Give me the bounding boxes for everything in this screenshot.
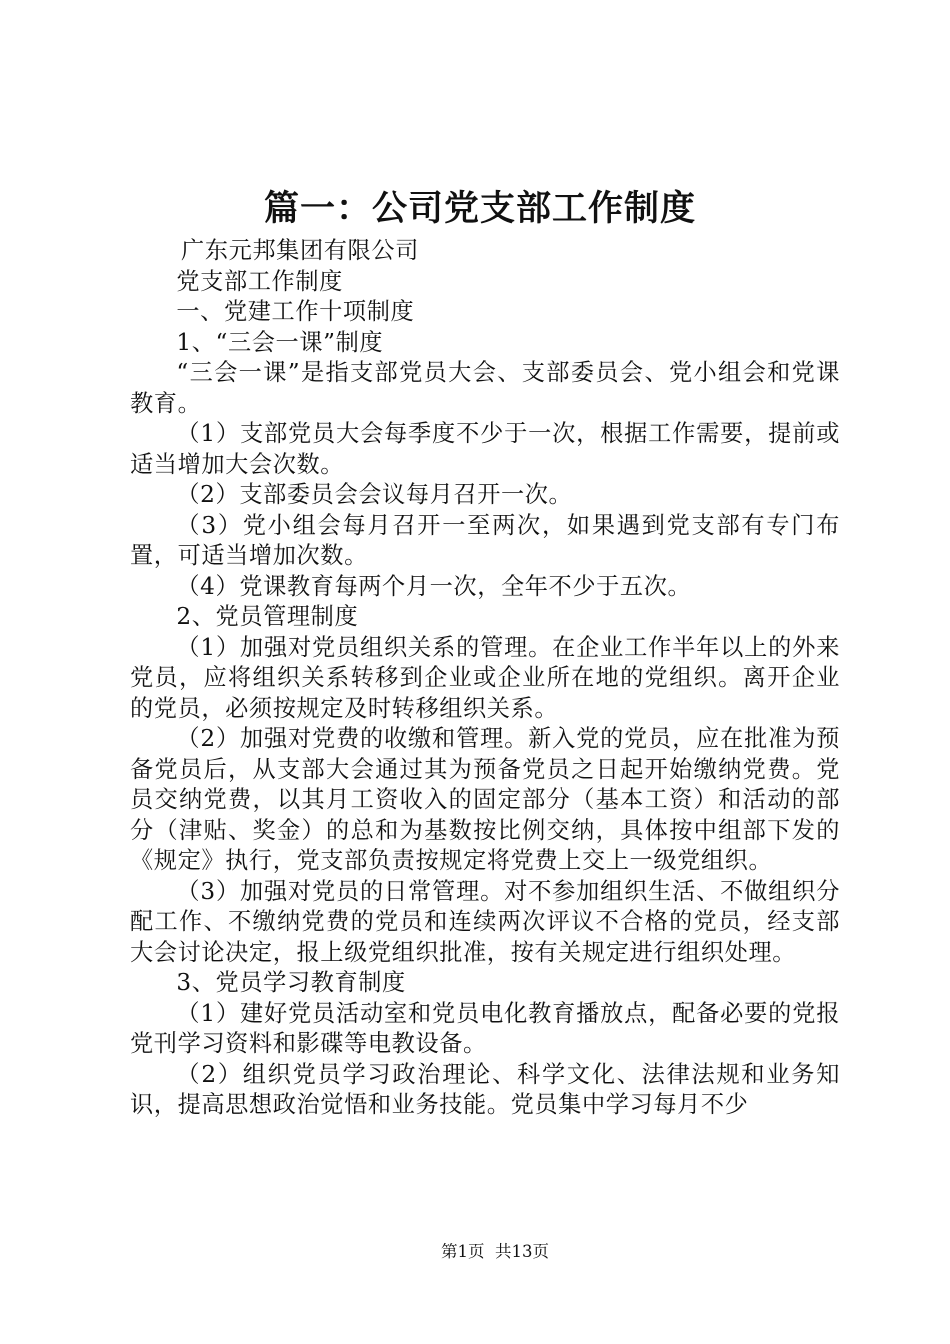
page-footer: 第1页 共13页 <box>441 1242 549 1261</box>
paragraph: （3）党小组会每月召开一至两次，如果遇到党支部有专门布置，可适当增加次数。 <box>130 511 840 569</box>
paragraph: 党支部工作制度 <box>176 267 343 295</box>
paragraph: （1）支部党员大会每季度不少于一次，根据工作需要，提前或适当增加大会次数。 <box>130 420 840 478</box>
paragraph: （3）加强对党员的日常管理。对不参加组织生活、不做组织分配工作、不缴纳党费的党员和连续两次评议不合格的党员，经支部大会讨论决定，报上级党组织批准，按有关规定进行组织处理。 <box>130 877 840 966</box>
paragraph: 1、“三会一课”制度 <box>176 328 384 356</box>
document-title: 篇一：公司党支部工作制度 <box>263 188 696 229</box>
paragraph: （1）建好党员活动室和党员电化教育播放点，配备必要的党报党刊学习资料和影碟等电教设备。 <box>130 999 840 1057</box>
paragraph: 2、党员管理制度 <box>176 603 359 630</box>
paragraph: （2）支部委员会会议每月召开一次。 <box>176 481 573 508</box>
paragraph: “三会一课”是指支部党员大会、支部委员会、党小组会和党课教育。 <box>130 359 840 417</box>
paragraph: 广东元邦集团有限公司 <box>181 237 419 264</box>
paragraph: （2）加强对党费的收缴和管理。新入党的党员，应在批准为预备党员后，从支部大会通过其为预备党员之日起开始缴纳党费。党员交纳党费，以其月工资收入的固定部分（基本工资）和活动的部分（津贴、奖金）的总和为基数按比例交纳，具体按中组部下发的《规定》执行，党支部负责按规定将党费上交上一级党组织。 <box>130 725 840 874</box>
paragraph: （1）加强对党员组织关系的管理。在企业工作半年以上的外来党员，应将组织关系转移到企业或企业所在地的党组织。离开企业的党员，必须按规定及时转移组织关系。 <box>130 633 840 722</box>
paragraph: 一、党建工作十项制度 <box>176 298 415 325</box>
document-body <box>130 236 840 1121</box>
paragraph: 3、党员学习教育制度 <box>176 969 406 996</box>
paragraph: （2）组织党员学习政治理论、科学文化、法律法规和业务知识，提高思想政治觉悟和业务技能。党员集中学习每月不少 <box>130 1060 840 1118</box>
paragraph: （4）党课教育每两个月一次，全年不少于五次。 <box>176 572 692 600</box>
